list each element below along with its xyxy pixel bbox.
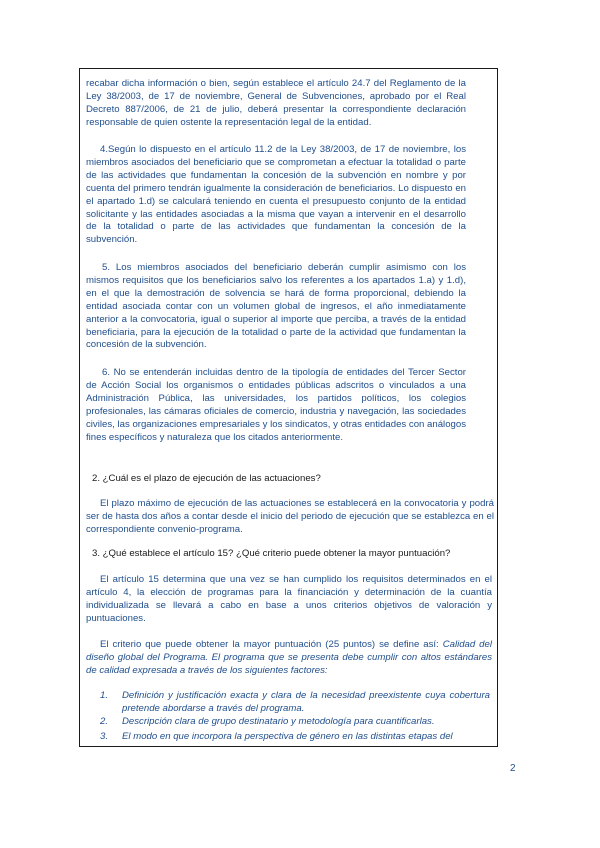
answer-2: El plazo máximo de ejecución de las actuaciones se establecerá en la convocatoria y podrá ser de hasta dos años a contar desde el inicio del periodo de ejecución que se establezca en el correspondiente convenio-programa. — [86, 498, 494, 535]
list-item-number: 1. — [100, 690, 109, 701]
paragraph-6: 6. No se entenderán incluidas dentro de la tipología de entidades del Tercer Sector de Acción Social los organismos o entidades públicas adscritos o vinculados a una Administración Pública, las universidades, los partidos políticos, los colegios profesionales, las cámaras oficiales de comercio, industria y navegación, las sociedades civiles, las organizaciones empresariales y los sindicatos, y otras entidades con análogos fines específicos y naturaleza que los citados anteriormente. — [86, 367, 466, 443]
list-item — [100, 731, 490, 744]
criterion-intro: El criterio que puede obtener la mayor puntuación (25 puntos) se define así: — [100, 639, 443, 650]
paragraph-5: 5. Los miembros asociados del beneficiario deberán cumplir asimismo con los mismos requisitos que los beneficiarios salvo los referentes a los apartados 1.a) y 1.d), en el que la demostración de solvencia se hará de forma proporcional, debiendo la entidad asociada contar con un volumen global de ingresos, el año inmediatamente anterior a la convocatoria, igual o superior al importe que perciba, a través de la entidad beneficiaria, para la ejecución de la totalidad o parte de la actividad que fundamentan la concesión de la subvención. — [86, 262, 466, 351]
list-item — [100, 716, 490, 729]
paragraph-4: 4.Según lo dispuesto en el artículo 11.2 de la Ley 38/2003, de 17 de noviembre, los miembros asociados del beneficiario que se comprometan a efectuar la totalidad o parte de las actividades que fundamentan la concesión de la subvención en nombre y por cuenta del primero tendrán igualmente la consideración de beneficiarios. Lo dispuesto en el apartado 1.d) se calculará teniendo en cuenta el presupuesto conjunto de la entidad solicitante y las entidades asociadas a la misma que vayan a intervenir en el desarrollo de la totalidad o parte de las actividades que fundamentan la concesión de la subvención. — [86, 144, 466, 246]
list-item — [100, 690, 490, 716]
criterion-definition: Calidad del diseño global del Programa. El programa que se presenta debe cumplir con altos estándares de calidad expresada a través de los siguientes factores: — [86, 639, 492, 676]
list-item-text: El modo en que incorpora la perspectiva de género en las distintas etapas del — [122, 731, 453, 742]
paragraph-intro: recabar dicha información o bien, según establece el artículo 24.7 del Reglamento de la Ley 38/2003, de 17 de noviembre, General de Subvenciones, aprobado por el Real Decreto 887/2006, de 21 de julio, deberá presentar la correspondiente declaración responsable de quien ostente la representación legal de la entidad. — [86, 78, 466, 128]
list-item-text: Descripción clara de grupo destinatario y metodología para cuantificarlas. — [122, 716, 435, 727]
question-2-heading: 2. ¿Cuál es el plazo de ejecución de las actuaciones? — [92, 473, 321, 484]
question-3-heading: 3. ¿Qué establece el artículo 15? ¿Qué criterio puede obtener la mayor puntuación? — [92, 548, 451, 559]
list-item-number: 2. — [100, 716, 109, 727]
answer-3: El artículo 15 determina que una vez se han cumplido los requisitos determinados en el artículo 4, la elección de programas para la financiación y determinación de la cuantía individualizada se llevará a cabo en base a unos criterios objetivos de valoración y puntuaciones. — [86, 574, 492, 624]
list-item-number: 3. — [100, 731, 109, 742]
list-item-text: Definición y justificación exacta y clara de la necesidad preexistente cuya cobertura pretende abordarse a través del programa. — [122, 690, 490, 714]
document-frame — [79, 68, 498, 747]
answer-3-criterion — [86, 639, 492, 678]
page-number: 2 — [510, 763, 516, 774]
